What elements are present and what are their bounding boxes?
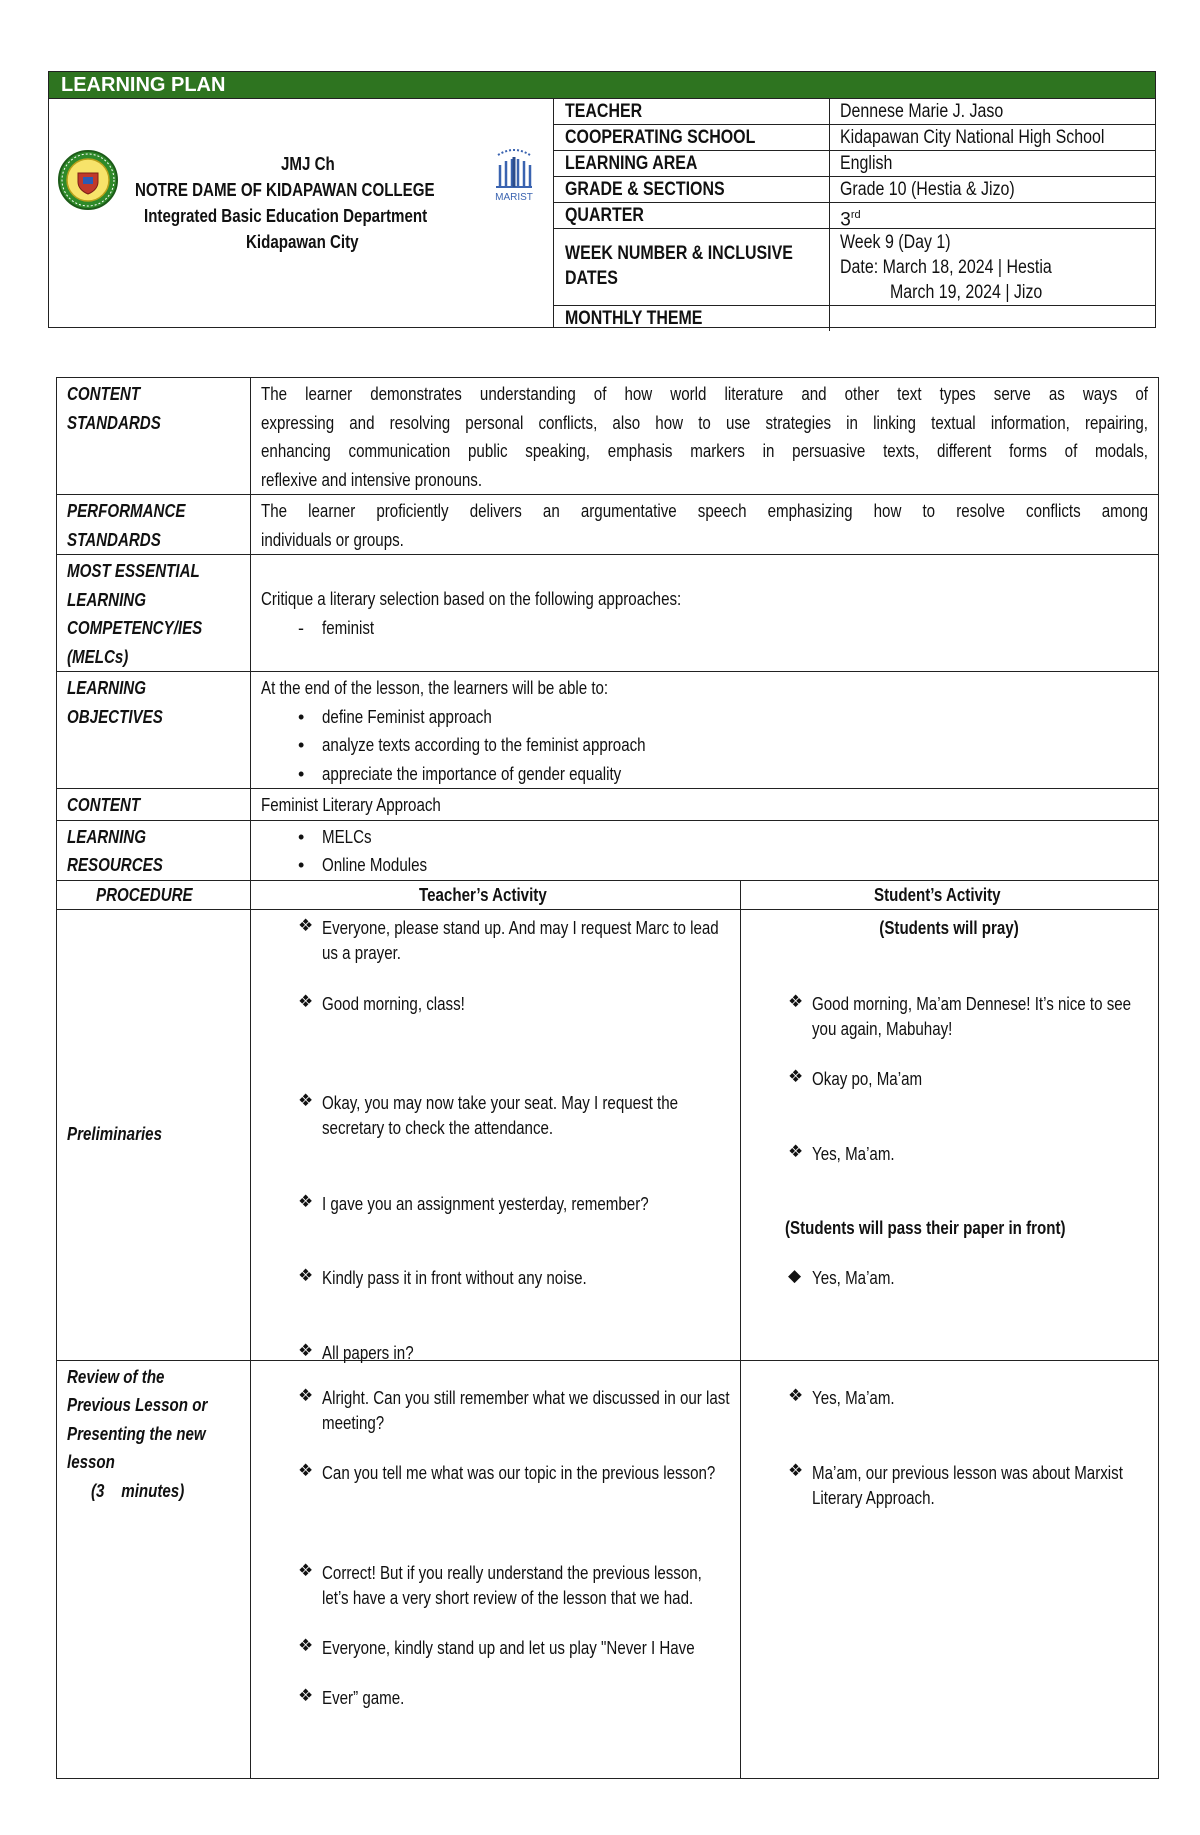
info-row-quarter: QUARTER 3rd (554, 203, 1155, 229)
label-performance-standards: PERFORMANCE STANDARDS (57, 495, 251, 555)
preliminaries-teacher-activity (251, 909, 741, 1363)
review-student-activity (741, 1360, 1159, 1778)
teacher-item: ❖ I gave you an assignment yesterday, remember? (298, 1191, 649, 1214)
procedure-header-row (57, 880, 1159, 909)
info-row-week: WEEK NUMBER & INCLUSIVE DATES Week 9 (Day 1) Date: March 18, 2024 | Hestia March 19, 2024 | Jizo (554, 229, 1155, 306)
label-content: CONTENT (57, 789, 251, 821)
procedure-col-header: PROCEDURE (57, 880, 251, 909)
label-resources: LEARNING RESOURCES (57, 820, 251, 880)
school-name: NOTRE DAME OF KIDAPAWAN COLLEGE (134, 180, 435, 200)
learning-plan-header (48, 71, 1156, 328)
teacher-item: ❖ Can you tell me what was our topic in the previous lesson? (298, 1460, 716, 1483)
teacher-item: ❖ Good morning, class! (298, 991, 465, 1014)
lesson-info-table (554, 99, 1155, 327)
student-item: ❖ Good morning, Ma’am Dennese! It’s nice to see you again, Mabuhay! (788, 991, 1132, 1039)
marist-emblem-icon (490, 147, 538, 193)
student-pray-note: (Students will pray) (879, 917, 1020, 938)
student-item: ❖ Yes, Ma’am. (788, 1141, 895, 1164)
marist-logo (490, 147, 538, 203)
label-objectives: LEARNING OBJECTIVES (57, 672, 251, 789)
info-row-area: LEARNING AREA English (554, 151, 1155, 177)
content-standards-text: The learner demonstrates understanding of how world literature and other text types serve as ways of expressing and resolving personal conflicts, also how to use strategies in linking textual information, repairing, enhancing communication public speaking, emphasis markers in persuasive texts, different forms of modals, reflexive and intensive pronouns. (251, 378, 1159, 495)
preliminaries-student-activity (741, 909, 1159, 1360)
row-content (57, 789, 1159, 821)
melcs-text: Critique a literary selection based on the following approaches: - feminist (251, 555, 1159, 672)
row-melcs (57, 555, 1159, 672)
marist-logo-text: MARIST (495, 192, 533, 203)
label-preliminaries: Preliminaries (57, 909, 251, 1360)
header-title-bar (49, 72, 1155, 99)
college-seal-logo (57, 149, 119, 211)
objective-item: • appreciate the importance of gender equality (298, 763, 622, 784)
student-pass-note: (Students will pass their paper in front) (785, 1217, 1066, 1238)
teacher-item: ❖ Kindly pass it in front without any noise. (298, 1265, 587, 1288)
content-value: Feminist Literary Approach (251, 789, 1159, 821)
teacher-item: ❖ Everyone, kindly stand up and let us play "Never I Have (298, 1635, 695, 1658)
teacher-item: ❖ Alright. Can you still remember what we discussed in our last meeting? (298, 1385, 730, 1433)
student-item: ❖ Okay po, Ma’am (788, 1066, 923, 1089)
teacher-item: ❖ Correct! But if you really understand the previous lesson, let’s have a very short review of the lesson that we had. (298, 1560, 702, 1608)
teacher-item: ❖ All papers in? (298, 1340, 414, 1363)
label-review: Review of the Previous Lesson or Presenting the new lesson (3 minutes) (57, 1360, 251, 1778)
objective-item: • define Feminist approach (298, 706, 492, 727)
row-performance-standards (57, 495, 1159, 555)
student-item: ❖ Ma’am, our previous lesson was about Marxist Literary Approach. (788, 1460, 1123, 1508)
info-row-theme: MONTHLY THEME (554, 306, 1155, 331)
row-objectives (57, 672, 1159, 789)
info-row-school: COOPERATING SCHOOL Kidapawan City National High School (554, 125, 1155, 151)
header-title: LEARNING PLAN (61, 74, 226, 96)
objectives-text: At the end of the lesson, the learners will be able to: • define Feminist approach • analyze texts according to the feminist approach • appreciate the importance of gender equality (251, 672, 1159, 789)
school-info (49, 99, 554, 327)
school-city: Kidapawan City (245, 232, 359, 252)
row-review (57, 1360, 1159, 1778)
student-item: ◆ Yes, Ma’am. (788, 1265, 895, 1288)
resource-item: • Online Modules (298, 855, 428, 875)
student-item: ❖ Yes, Ma’am. (788, 1385, 895, 1408)
row-preliminaries (57, 909, 1159, 1360)
resources-list (251, 820, 1159, 880)
label-content-standards: CONTENT STANDARDS (57, 378, 251, 495)
student-activity-col-header: Student’s Activity (741, 880, 1159, 909)
department-name: Integrated Basic Education Department (144, 206, 428, 226)
info-row-grade: GRADE & SECTIONS Grade 10 (Hestia & Jizo) (554, 177, 1155, 203)
objective-item: • analyze texts according to the feminist approach (298, 735, 646, 755)
info-row-teacher: TEACHER Dennese Marie J. Jaso (554, 99, 1155, 125)
row-resources (57, 820, 1159, 880)
teacher-item: ❖ Ever” game. (298, 1685, 405, 1708)
learning-plan-table (56, 377, 1159, 1779)
teacher-item: ❖ Okay, you may now take your seat. May I request the secretary to check the attendance. (298, 1090, 679, 1138)
label-melcs: MOST ESSENTIAL LEARNING COMPETENCY/IES (MELCs) (57, 555, 251, 672)
school-line-1: JMJ Ch (280, 154, 335, 174)
teacher-item: ❖ Everyone, please stand up. And may I request Marc to lead us a prayer. (298, 915, 719, 963)
performance-standards-text: The learner proficiently delivers an argumentative speech emphasizing how to resolve conflicts among individuals or groups. (251, 495, 1159, 555)
review-teacher-activity (251, 1360, 741, 1778)
row-content-standards (57, 378, 1159, 495)
teacher-activity-col-header: Teacher’s Activity (251, 880, 741, 909)
resource-item: • MELCs (298, 826, 372, 847)
